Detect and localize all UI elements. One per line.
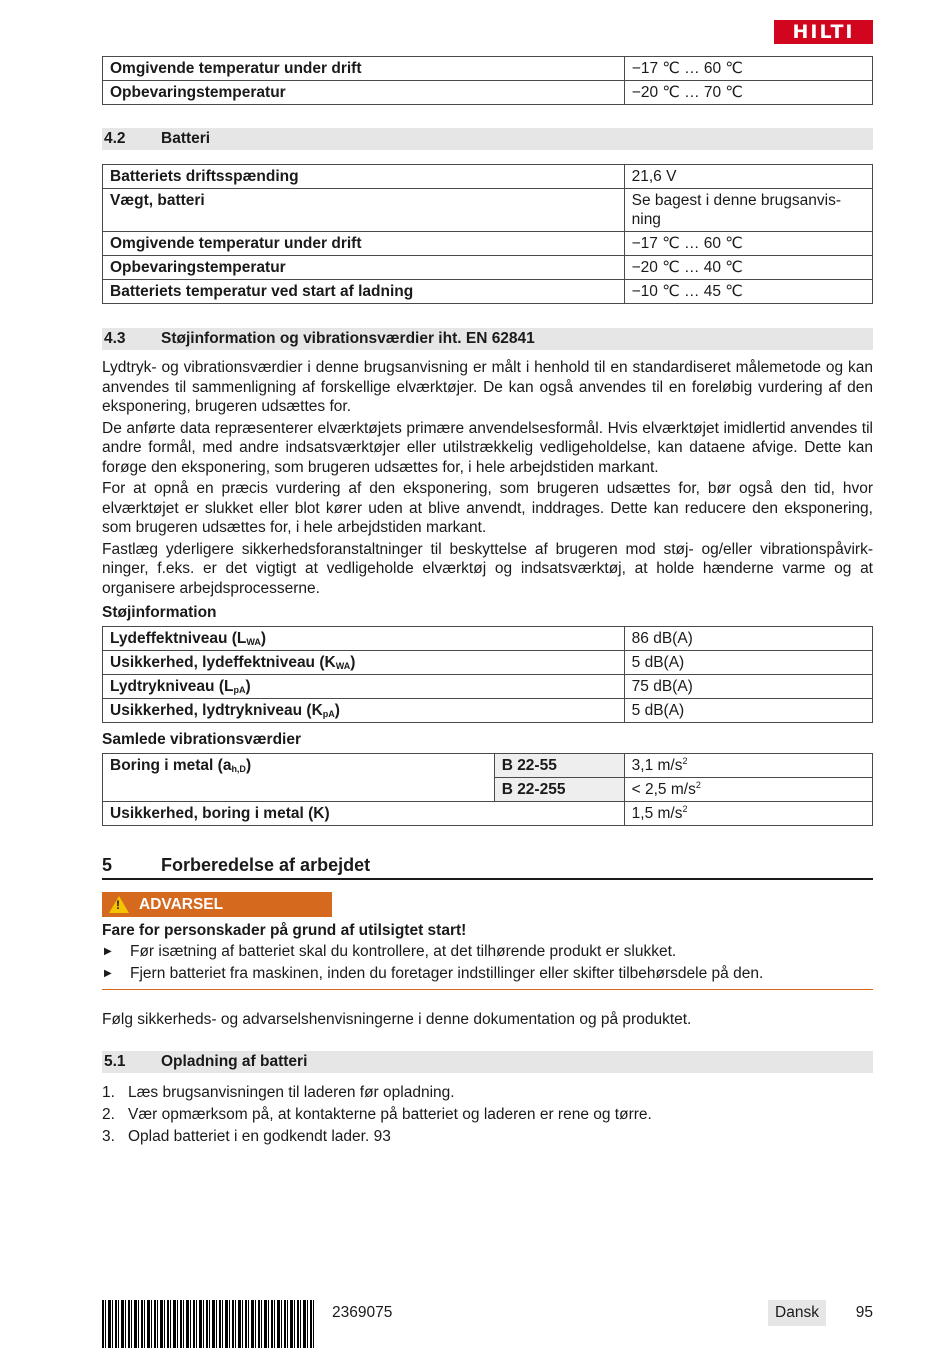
list-item xyxy=(102,941,873,963)
section-heading-4-3 xyxy=(102,328,873,350)
table-row xyxy=(103,232,873,256)
list-item xyxy=(102,963,873,985)
language-badge: Dansk xyxy=(768,1300,826,1326)
table-row xyxy=(103,802,873,826)
spec-label: Omgivende temperatur under drift xyxy=(103,57,625,81)
spec-label: Opbevaringstemperatur xyxy=(103,81,625,105)
spec-label: Omgivende temperatur under drift xyxy=(103,232,625,256)
spec-label: Boring i metal $(a_{h,D})$ xyxy=(103,754,495,802)
step-text: Vær opmærksom på, at kontakterne på batteriet og laderen er rene og tørre. xyxy=(128,1105,652,1123)
spec-label: Lydtrykniveau $(L_{pA})$ xyxy=(103,675,625,699)
table-row xyxy=(103,754,873,778)
spec-value: < 2,5 $m/s^2$ xyxy=(624,778,872,802)
spec-label: Batteriets temperatur ved start af ladning xyxy=(103,280,625,304)
vibration-table xyxy=(102,753,873,826)
table-row xyxy=(103,256,873,280)
chapter-number: 5 xyxy=(102,855,113,875)
paragraph: Lydtryk- og vibrationsværdier i denne brugsanvisning er målt i henhold til en standardiseret målemetode og kan anvendes til sammenligning af forskellige elværktøjer. De kan også anvendes til en foreløbig vurdering af den eksponering, brugeren udsættes for. xyxy=(102,359,873,415)
table-row xyxy=(103,189,873,232)
noise-vibration-text xyxy=(102,358,873,598)
table-row xyxy=(103,651,873,675)
step-number: 3. xyxy=(102,1127,115,1145)
model-name: B 22-255 xyxy=(494,778,624,802)
step-number: 1. xyxy=(102,1083,115,1101)
noise-table xyxy=(102,626,873,723)
bullet-arrow-icon: ▶ xyxy=(104,968,112,979)
spec-value: −17 ℃ … 60 ℃ xyxy=(624,57,872,81)
table-row xyxy=(103,675,873,699)
table-row xyxy=(103,699,873,723)
hilti-logo: HILTI xyxy=(774,20,873,44)
bullet-text: Fjern batteriet fra maskinen, inden du foretager indstillinger eller skifter tilbehørsdele på den. xyxy=(130,965,764,982)
warning-box xyxy=(102,921,873,990)
chapter-heading-5 xyxy=(102,852,873,880)
document-number: 2369075 xyxy=(332,1304,393,1321)
spec-label: Lydeffektniveau $(L_{WA})$ xyxy=(103,627,625,651)
spec-value: −17 ℃ … 60 ℃ xyxy=(624,232,872,256)
paragraph: Fastlæg yderligere sikkerhedsforanstaltninger til beskyttelse af brugeren mod støj- og/eller vibrationspåvirkninger, f.eks. er det vigtigt at vedligeholde elværktøj og indsatsværktøj, at holde hænderne varme og at organisere arbejdsprocesserne. xyxy=(102,540,873,597)
section-number: 4.3 xyxy=(104,330,126,347)
spec-label: Usikkerhed, boring i metal (K) xyxy=(103,802,625,826)
spec-label: Usikkerhed, lydtrykniveau $(K_{pA})$ xyxy=(103,699,625,723)
list-item xyxy=(102,1082,873,1104)
model-name: B 22-55 xyxy=(494,754,624,778)
section-title: Opladning af batteri xyxy=(161,1052,308,1070)
spec-label: Vægt, batteri xyxy=(103,189,625,232)
chapter-title: Forberedelse af arbejdet xyxy=(161,855,371,875)
step-text: Læs brugsanvisningen til laderen før opladning. xyxy=(128,1083,455,1101)
table-row xyxy=(103,57,873,81)
section-title: Støjinformation og vibrationsværdier iht. EN 62841 xyxy=(161,330,535,347)
table-row xyxy=(103,81,873,105)
spec-value: 1,5 $m/s^2$ xyxy=(624,802,872,826)
warning-triangle-icon: ! xyxy=(109,896,129,913)
spec-value: 5 dB(A) xyxy=(624,699,872,723)
section-number: 4.2 xyxy=(104,130,126,147)
paragraph: For at opnå en præcis vurdering af den eksponering, som brugeren udsættes for, bør også den tid, hvor elværktøjet er slukket eller blot kører uden at blive anvendt, inddrages. Dette kan reducere den eksponering, som brugeren udsættes for, i hele arbejdstiden markant. xyxy=(102,480,873,536)
table-row xyxy=(103,165,873,189)
spec-value: 86 dB(A) xyxy=(624,627,872,651)
spec-value: Se bagest i denne brugsanvisning xyxy=(624,189,872,232)
spec-value: 21,6 V xyxy=(624,165,872,189)
section-number: 5.1 xyxy=(104,1052,126,1070)
section-title: Batteri xyxy=(161,130,211,147)
barcode-icon xyxy=(102,1300,314,1348)
list-item xyxy=(102,1126,873,1148)
spec-value: −20 ℃ … 40 ℃ xyxy=(624,256,872,280)
operating-temp-table xyxy=(102,56,873,105)
spec-label: Usikkerhed, lydeffektniveau $(K_{WA})$ xyxy=(103,651,625,675)
section-heading-5-1 xyxy=(102,1051,873,1073)
noise-heading: Støjinformation xyxy=(102,604,217,621)
spec-value: 5 dB(A) xyxy=(624,651,872,675)
table-row xyxy=(103,627,873,651)
bullet-text: Før isætning af batteriet skal du kontrollere, at det tilhørende produkt er slukket. xyxy=(130,943,677,960)
charging-steps xyxy=(102,1082,873,1148)
spec-value: 3,1 $m/s^2$ xyxy=(624,754,872,778)
table-row xyxy=(103,280,873,304)
list-item xyxy=(102,1104,873,1126)
spec-label: Batteriets driftsspænding xyxy=(103,165,625,189)
step-number: 2. xyxy=(102,1105,115,1123)
warning-label-text: ADVARSEL xyxy=(139,895,224,913)
battery-table xyxy=(102,164,873,304)
paragraph: Følg sikkerheds- og advarselshenvisningerne i denne dokumentation og på produktet. xyxy=(102,1011,692,1028)
step-text: Oplad batteriet i en godkendt lader. 93 xyxy=(128,1127,391,1145)
warning-label xyxy=(102,892,332,917)
page-footer xyxy=(102,1298,873,1350)
page-number: 95 xyxy=(855,1304,873,1321)
spec-value: −20 ℃ … 70 ℃ xyxy=(624,81,872,105)
vibration-heading: Samlede vibrationsværdier xyxy=(102,731,301,748)
paragraph: De anførte data repræsenterer elværktøjets primære anvendelsesformål. Hvis elværktøjet imidlertid anvendes til andre formål, med andre indsatsværktøjer eller utilstrækkelig vedligeholdelse, kan dataene afvige. Dette kan forøge den eksponering, som brugeren udsættes for, i hele arbejdstiden markant. xyxy=(102,419,873,476)
spec-label: Opbevaringstemperatur xyxy=(103,256,625,280)
spec-value: −10 ℃ … 45 ℃ xyxy=(624,280,872,304)
page-content xyxy=(102,56,873,1148)
section-heading-4-2 xyxy=(102,128,873,150)
bullet-arrow-icon: ▶ xyxy=(104,946,112,957)
warning-heading: Fare for personskader på grund af utilsigtet start! xyxy=(102,922,467,939)
spec-value: 75 dB(A) xyxy=(624,675,872,699)
